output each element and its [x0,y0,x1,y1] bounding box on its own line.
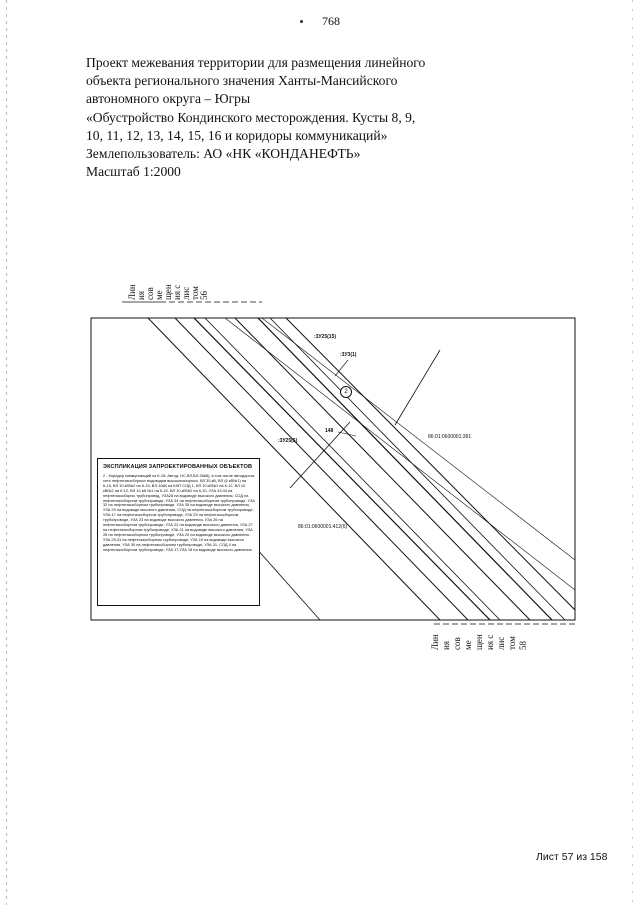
top-ref-7: лис [181,286,191,300]
bottom-ref-5: щен [474,634,484,650]
header-line-4: «Обустройство Кондинского месторождения. Кусты 8, 9, [86,109,416,125]
top-ref-9: 56 [199,291,209,300]
header-line-3: автономного округа – Югры [86,91,251,107]
bottom-ref-2: ия [441,641,451,650]
top-ref-3: сов [145,287,155,300]
bottom-ref-7: лис [496,636,506,650]
top-ref-1: Лин [127,284,137,300]
header-line-7: Масштаб 1:2000 [86,164,181,180]
top-ref-4: ме [154,290,164,300]
corridor-line-7 [270,318,565,620]
bottom-ref-6: ия с [485,634,495,650]
parcel-label-148: 148 [325,428,334,434]
bottom-ref-9: 58 [518,641,528,650]
top-ref-8: том [190,286,200,300]
pointer-line-2 [395,350,440,425]
parcel-label-zu3-1: :3У3(1) [340,352,357,358]
header-line-6: Землепользователь: АО «НК «КОНДАНЕФТЬ» [86,146,361,162]
parcel-label-cadastral-412: 86:01:0600001:412(6) [298,524,348,530]
parcel-label-zu25-5: :3У25(5) [278,438,298,444]
legend-title: ЭКСПЛИКАЦИЯ ЗАПРОЕКТИРОВАННЫХ ОБЪЕКТОВ [103,464,253,470]
header-line-5: 10, 11, 12, 13, 14, 15, 16 и коридоры коммуникаций» [86,127,388,143]
top-ref-6: ия с [172,284,182,300]
legend-text: 2 - Коридор коммуникаций из К-15: Автод. НС,ВЛ,ВЛ-35кВ), в том числе автодорога, сеть нефтегазосборных водоводов высоконапорных, ВЛ 35 кВ, ВЛ (6 кВ№1) на К-15, ВЛ 10 кВ№2 на К-15, ВЛ-10кВ на КНП СОД 1, ВЛ 10 кВ№1 на К-12, ВЛ 10 кВ№2 на К-12, ВЛ 10 кВ №1 на К-10, ВЛ 10 кВ№2 на К-10, УЗА 43.44 на нефтегазосборны трубопровод, УЗА28 на водоводе высокого давления, СОД на нефтегазосборном трубопроводе, УЗА 34 на нефтегазосборном трубопроводе, УЗА 32 на нефтегазосборном трубопроводе, УЗА 35 на водоводе высокого давления, УЗА 29 на водоводе высокого давления, СОД на нефтегазосборном трубопроводе, УЗА 47 на нефтегазосборном трубопроводе, УЗА 25 на нефтегазосборном трубопроводе, УЗА 23 на водоводе высокого давления, УЗА 26 на нефтегазосборном трубопроводе, УЗА 22 на водоводе высокого давления, УЗА 27 на нефтегазосборном трубопроводе, УЗА 21 на водоводе высокого давления, УЗА 28 на нефтегазосборном трубопроводе, УЗА 20 на водоводе высокого давления, УЗА 29,31 на нефтегазосборном трубопроводе, УЗА 19 на водоводе высокого давления, УЗА 30 на нефтегазосборном трубопроводе, УЗА 31, СОД 4 на нефтегазосборном трубопроводе, УЗА 17,УЗА 18 на водоводе высокого давления [103,473,256,552]
header-line-2: объекта регионального значения Ханты-Мансийского [86,73,398,89]
header-line-1: Проект межевания территории для размещения линейного [86,55,426,70]
corridor-line-8 [286,318,575,610]
sheet-counter: Лист 57 из 158 [536,851,608,863]
bottom-ref-3: сов [452,637,462,650]
object-number-marker: 2 [340,386,352,398]
corridor-line-6 [258,318,552,620]
top-ref-5: щен [163,284,173,300]
explication-legend [97,458,260,606]
page-number: 768 [322,14,340,28]
pointer-line-1 [290,422,350,488]
parcel-label-cadastral-391: 86:01:0600001:391 [428,434,472,440]
bottom-ref-4: ме [463,640,473,650]
bottom-ref-1: Лин [430,634,440,650]
top-ref-2: ия [136,291,146,300]
parcel-label-zu25-15: :3У25(15) [314,334,337,340]
bottom-ref-8: том [507,636,517,650]
